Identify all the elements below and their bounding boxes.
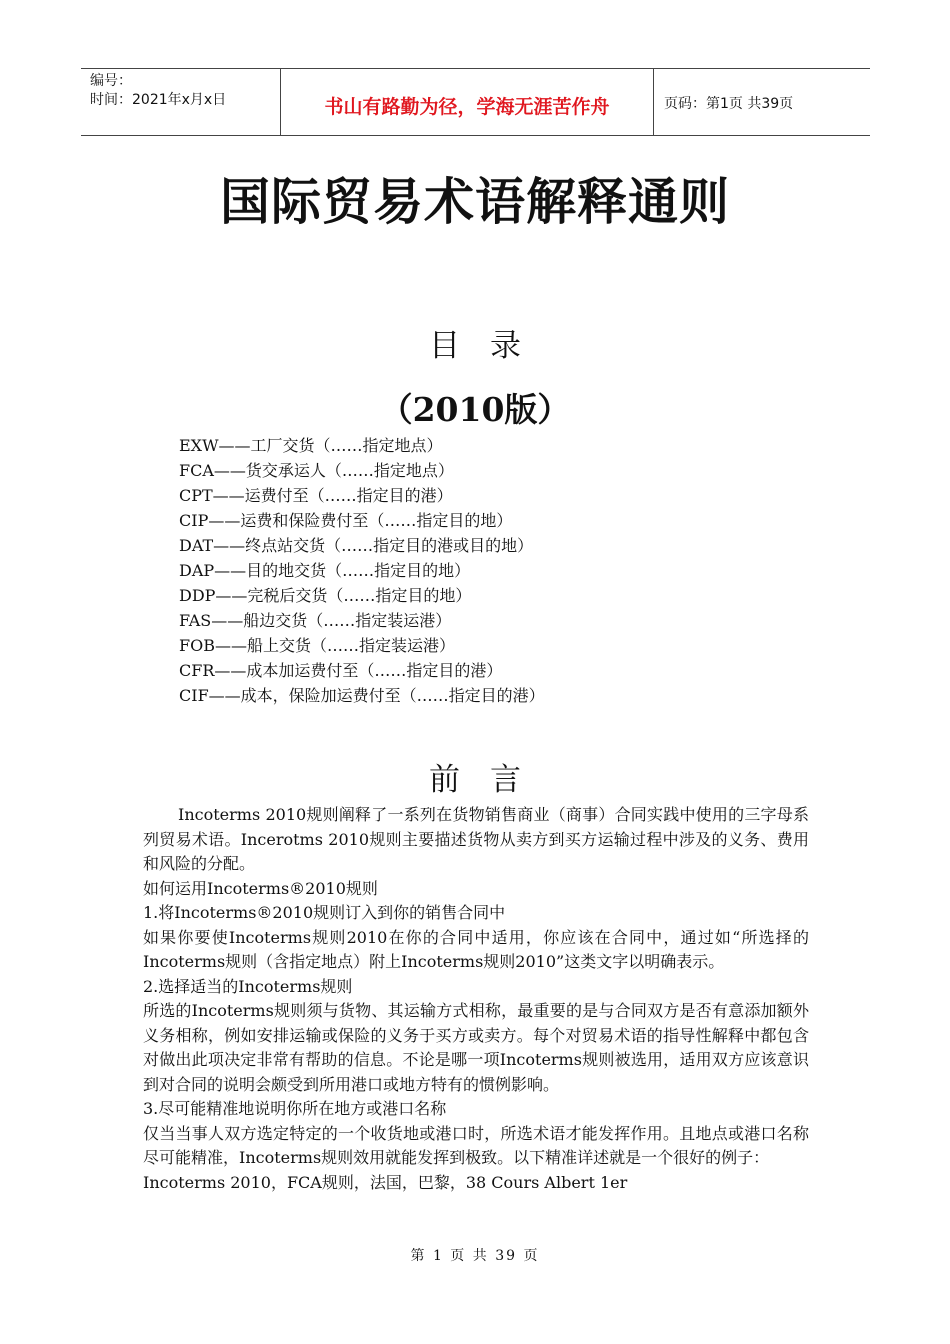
- toc-item: CIP——运费和保险费付至（……指定目的地）: [179, 511, 513, 530]
- toc-item: DAT——终点站交货（……指定目的港或目的地）: [179, 536, 534, 555]
- paragraph: 1.将Incoterms®2010规则订入到你的销售合同中: [143, 903, 506, 922]
- header-motto: 书山有路勤为径，学海无涯苦作舟: [281, 69, 654, 135]
- preface-heading: 前言: [429, 762, 551, 798]
- paragraph: Incoterms 2010，FCA规则，法国，巴黎，38 Cours Albert 1er: [143, 1172, 628, 1192]
- toc-item: CFR——成本加运费付至（……指定目的港）: [179, 661, 503, 680]
- serial-label: 编号：: [90, 73, 132, 89]
- document-header: [81, 68, 870, 136]
- paragraph: 如果你要使Incoterms规则2010在你的合同中适用，你应该在合同中，通过如“所选择的Incoterms规则（含指定地点）附上Incoterms规则2010”这类文字以明确表示。: [143, 927, 809, 971]
- page-footer: 第 1 页 共 39 页: [410, 1248, 540, 1264]
- document-title: 国际贸易术语解释通则: [220, 173, 730, 231]
- toc-item: CPT——运费付至（……指定目的港）: [179, 486, 453, 505]
- preface-body: [143, 803, 809, 1195]
- paragraph: 3.尽可能精准地说明你所在地方或港口名称: [143, 1099, 447, 1118]
- paragraph: 所选的Incoterms规则须与货物、其运输方式相称，最重要的是与合同双方是否有意添加额外义务相称，例如安排运输或保险的义务于买方或卖方。每个对贸易术语的指导性解释中都包含对做出此项决定非常有帮助的信息。不论是哪一项Incoterms规则被选用，适用双方应该意识到对合同的说明会颇受到所用港口或地方特有的惯例影响。: [143, 1001, 809, 1094]
- toc-item: DAP——目的地交货（……指定目的地）: [179, 561, 471, 580]
- toc-item: FAS——船边交货（……指定装运港）: [179, 611, 452, 630]
- toc-item: FOB——船上交货（……指定装运港）: [179, 636, 455, 655]
- paragraph: Incoterms 2010规则阐释了一系列在货物销售商业（商事）合同实践中使用的三字母系列贸易术语。Incerotms 2010规则主要描述货物从卖方到买方运输过程中涉及的义务、费用和风险的分配。: [143, 805, 809, 873]
- header-meta: [81, 69, 281, 135]
- toc-heading: 目录: [429, 328, 551, 364]
- toc-edition: （2010版）: [379, 390, 571, 429]
- toc-item: CIF——成本，保险加运费付至（……指定目的港）: [179, 686, 545, 705]
- paragraph: 2.选择适当的Incoterms规则: [143, 976, 353, 996]
- toc-item: DDP——完税后交货（……指定目的地）: [179, 586, 472, 605]
- paragraph: 仅当当事人双方选定特定的一个收货地或港口时，所选术语才能发挥作用。且地点或港口名称尽可能精准，Incoterms规则效用就能发挥到极致。以下精准详述就是一个很好的例子：: [143, 1123, 809, 1167]
- paragraph: 如何运用Incoterms®2010规则: [143, 878, 378, 898]
- toc-item: FCA——货交承运人（……指定地点）: [179, 461, 454, 480]
- time-label: 时间：2021年x月x日: [90, 92, 227, 108]
- toc-list: [179, 433, 545, 708]
- toc-item: EXW——工厂交货（……指定地点）: [179, 436, 443, 455]
- header-page-info: 页码：第1页 共39页: [664, 96, 794, 112]
